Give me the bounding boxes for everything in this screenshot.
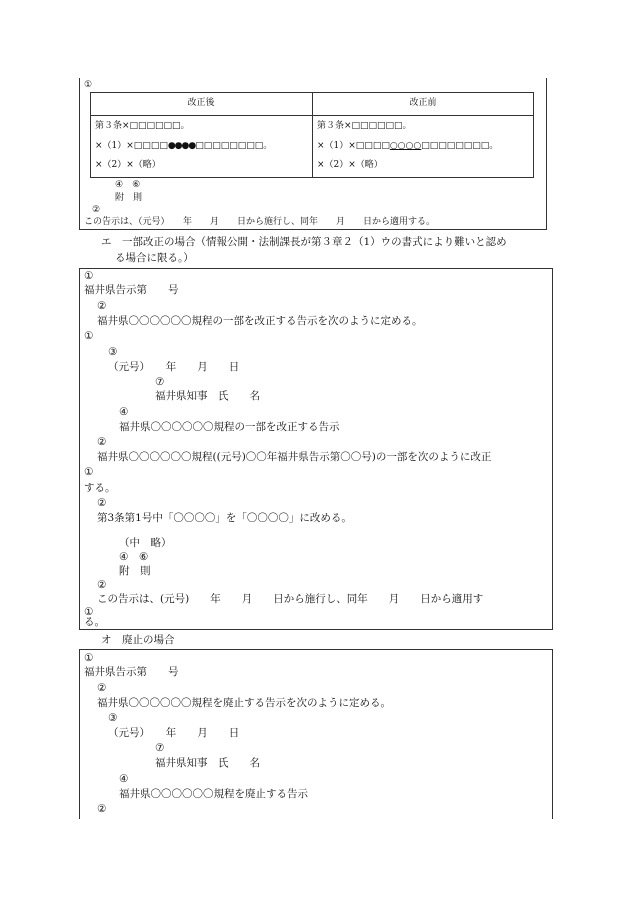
e-notice-title: 福井県〇〇〇〇〇〇規程の一部を改正する告示 [119,421,340,433]
before-line-3: ×（2）×（略） [317,160,383,170]
section-o-box-left-border [79,649,80,819]
o-circled-2b: ② [97,803,107,815]
e-circled-7: ⑦ [155,376,165,388]
e-omitted: （中 略） [119,537,172,549]
e-governor: 福井県知事 氏 名 [155,390,260,402]
e-circled-2a: ② [97,300,107,312]
e-circled-1c: ① [84,466,94,478]
e-circled-1a: ① [84,270,94,282]
section-o-box-top-border [79,649,553,650]
column-header-after: 改正後 [187,98,215,108]
top-box-right-border [546,78,547,230]
e-circled-1b: ① [84,330,94,342]
e-enforcement-line-2: る。 [84,616,105,628]
o-notice-number: 福井県告示第 号 [84,666,179,678]
e-circled-2b: ② [97,436,107,448]
e-body-line-2: する。 [84,482,116,494]
e-circled-2d: ② [97,579,107,591]
e-body-line-1: 福井県〇〇〇〇〇〇規程((元号)〇〇年福井県告示第〇〇号)の一部を次のように改正 [97,451,492,463]
before-line-2-pre: ×（1）×□□□□ [317,141,390,151]
o-circled-1: ① [84,652,94,664]
before-line-1: 第３条×□□□□□□。 [317,121,412,131]
e-circled-1d: ① [84,606,94,618]
e-notice-number: 福井県告示第 号 [84,284,179,296]
e-body-line-3: 第3条第1号中「〇〇〇〇」を「〇〇〇〇」に改める。 [97,512,352,524]
top-circled-1: ① [84,80,93,90]
after-line-3: ×（2）×（略） [95,160,161,170]
top-enforcement-clause: この告示は、（元号） 年 月 日から施行し、同年 月 日から適用する。 [84,217,436,227]
e-circled-2c: ② [97,497,107,509]
top-box-bottom-border [79,229,547,230]
e-circled-3: ③ [108,346,118,358]
e-circled-4: ④ [119,406,129,418]
after-line-1: 第３条×□□□□□□。 [95,121,190,131]
e-marks-4-6: ④ ⑥ [119,551,149,563]
e-enforcement-line-1: この告示は、(元号) 年 月 日から施行し、同年 月 日から適用す [97,593,484,605]
o-circled-7: ⑦ [155,742,165,754]
after-line-2 [95,141,272,152]
top-marks-4-6: ④ ⑥ [115,180,141,190]
o-date: （元号） 年 月 日 [108,727,240,739]
o-governor: 福井県知事 氏 名 [155,757,260,769]
section-e-heading-line-2: る場合に限る。） [115,252,194,264]
top-circled-2: ② [92,205,101,215]
after-line-2-mark: ●●●● [167,141,196,151]
column-header-before: 改正前 [409,98,437,108]
section-o-heading: オ 廃止の場合 [101,634,175,646]
o-circled-2: ② [97,682,107,694]
section-o-box-right-border [552,649,553,819]
e-supplementary-provisions: 附 則 [119,565,151,577]
o-circled-3: ③ [108,712,118,724]
o-notice-title: 福井県〇〇〇〇〇〇規程を廃止する告示 [119,788,308,800]
o-circled-4: ④ [119,773,129,785]
o-intro: 福井県〇〇〇〇〇〇規程を廃止する告示を次のように定める。 [97,697,391,709]
e-date: （元号） 年 月 日 [108,361,240,373]
after-line-2-pre: ×（1）×□□□□ [95,141,168,151]
before-line-2-post: □□□□□□□□。 [421,141,499,151]
section-e-heading-line-1: エ 一部改正の場合（情報公開・法制課長が第３章２（1）ウの書式により難いと認め [101,236,507,248]
before-line-2-mark: ○○○○ [389,141,422,151]
top-box-left-border [79,78,80,230]
before-line-2 [317,141,498,152]
e-intro: 福井県〇〇〇〇〇〇規程の一部を改正する告示を次のように定める。 [97,315,423,327]
top-supplementary-provisions: 附 則 [115,193,143,203]
after-line-2-post: □□□□□□□□。 [195,141,273,151]
